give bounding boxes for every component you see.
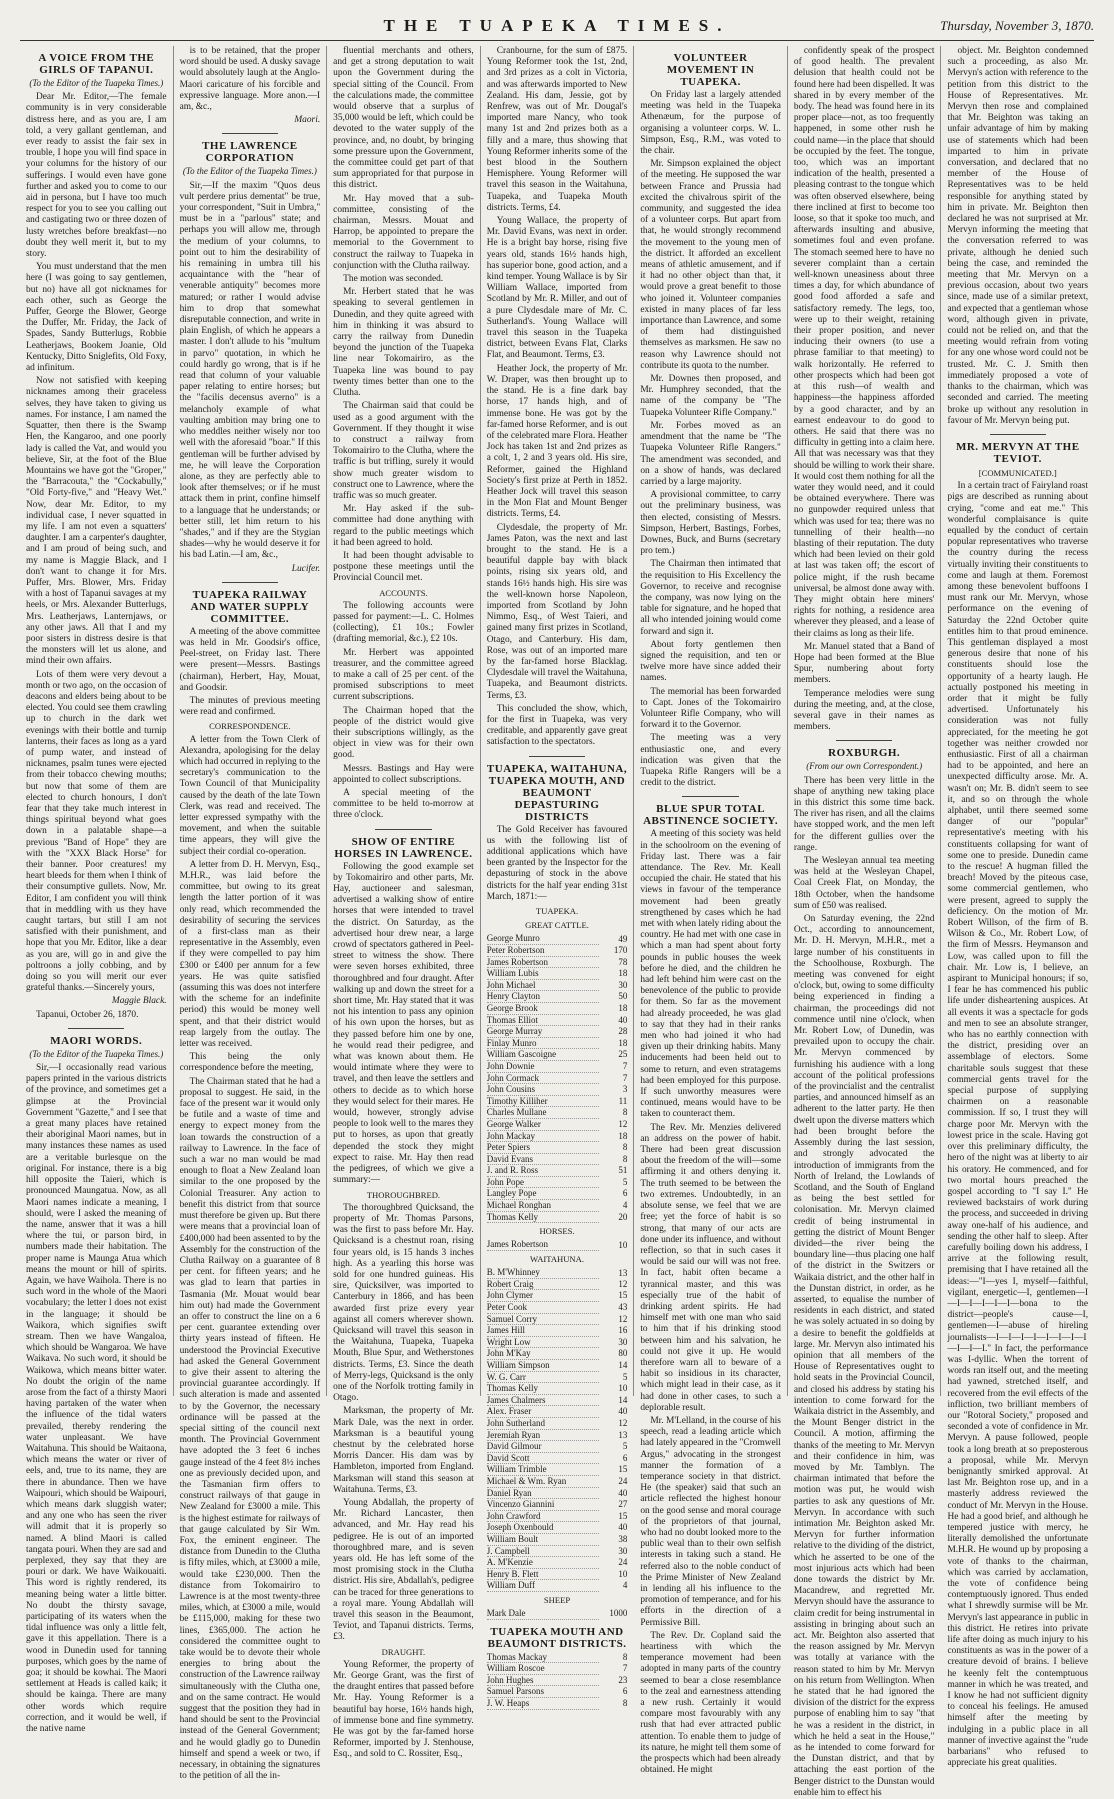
stock-count: 30	[618, 979, 628, 990]
paragraph: Sir,—If the maxim "Quos deus vult perdere prius dementat" be true, your correspondent, "Suit in Umbra," must be in a "parlous" state; and perhaps you will allow me, through the medium of your columns, to point out to him the desirability of his remaining in umbra till his acquaintance with the "hear of venerable antiquity" becomes more matured; or rather I would advise him to drop that somewhat disreputable connection, and write in plain English, of which he appears a master. I don't allude to his "multum in parvo" quotation, in which he could hardly go wrong, that is if he read that column of your valuable paper relating to entire horses; but the "facilis decensus averno" is a melancholy example of what vaulting ambition may bring one to who meddles neither wisely nor too well with the aforesaid "boar." If this gentleman will be further advised by me, he will leave the Corporation alone, as they are perfectly able to look after themselves; or if he must attack them in print, confine himself to a language that he understands; or better still, let him return to his "shades," and if they are the Stygian shades—why he would deserve it for his bad Latin.—I am, &c.,	[179, 180, 321, 561]
table-row	[487, 956, 628, 968]
article-heading: MAORI WORDS.	[50, 1034, 143, 1047]
owner-name: J. and R. Ross	[487, 1165, 600, 1177]
paragraph: Temperance melodies were sung during the meeting, and, at the close, several gave in their names as members.	[793, 688, 935, 733]
subheading: HORSES.	[539, 1226, 575, 1237]
owner-name: David Evans	[487, 1153, 600, 1165]
owner-name: Samuel Parsons	[487, 1686, 600, 1698]
table-row	[487, 1290, 628, 1302]
owner-name: Finlay Munro	[487, 1037, 600, 1049]
owner-name: Wright Low	[487, 1336, 600, 1348]
divider	[222, 133, 278, 134]
sheep-table	[487, 1608, 628, 1620]
owner-name: Michael & Wm. Ryan	[487, 1475, 600, 1487]
paragraph: The thoroughbred Quicksand, the property of Mr. Thomas Parsons, was the first to pass before Mr. Hay. Quicksand is a chestnut roan, rising four years old, is 15 hands 3 inches high. As a yearling this horse was sold for one hundred guineas. His sire, Quicksilver, was imported to Canterbury in 1866, and has been awarded first prize every year against all comers wherever shown. Quicksand will travel this season in the Waitahuna, Tuapeka, Tuapeka Mouth, Blue Spur, and Wetherstones districts. Terms, £3. Since the death of Merry-legs, Quicksand is the only one of the Norfolk trotting family in Otago.	[333, 1202, 474, 1404]
owner-name: William Boult	[487, 1533, 600, 1545]
article-heading: VOLUNTEER MOVEMENT IN TUAPEKA.	[666, 52, 755, 88]
mouth-table	[487, 1652, 628, 1710]
stock-count: 10	[618, 1239, 628, 1250]
paragraph: Mr. Herbert stated that he was speaking to several gentlemen in Dunedin, and they quite agreed with him in thinking it was absurd to carry the railway from Dunedin beyond the junction of the Tuapeka line near Tokomairiro, as the Tuapeka line was bound to pay twenty times better than one to the Clutha.	[333, 287, 474, 399]
stock-count: 40	[618, 1014, 628, 1025]
owner-name: Peter Cook	[487, 1302, 600, 1314]
paragraph: The Gold Receiver has favoured us with the following list of additional applications which have been granted by the Inspector for the depasturing of stock in the above districts for the half year ending 31st March, 1871:—	[486, 824, 628, 902]
table-row	[487, 1406, 628, 1418]
paragraph: Dear Mr. Editor,—The female community is in very considerable distress here, and as you are, I am told, a very gallant gentleman, and ever ready to assist the fair sex in trouble, I hope you will find space in your columns for the history of our sufferings. I would even have gone further and asked you to come to our aid in persona, but I have too much respect for you to see you calling out and castigating two or three dozen of lusty wretches before breakfast—no doubt they well merit it, but to my story.	[26, 92, 167, 260]
owner-name: J. W. Heaps	[487, 1698, 600, 1710]
stock-count: 6	[622, 1188, 628, 1199]
stock-count: 24	[618, 1557, 628, 1568]
stock-count: 16	[618, 1325, 628, 1336]
paragraph: The memorial has been forwarded to Capt. Jones of the Tokomairiro Volunteer Rifle Company, who will forward it to the Governor.	[640, 686, 781, 731]
paragraph: It had been thought advisable to postpone these meetings until the Provincial Council met.	[333, 550, 474, 584]
table-row	[487, 1348, 628, 1360]
table-row	[487, 1686, 628, 1698]
owner-name: Thomas Kelly	[487, 1211, 600, 1223]
stock-count: 14	[618, 1360, 628, 1371]
column-5	[633, 46, 787, 1776]
page-columns	[20, 46, 1094, 1798]
owner-name: John Crawford	[487, 1510, 600, 1522]
table-row	[487, 1095, 628, 1107]
paragraph: The Rev. Dr. Copland said the heartiness with which the temperance movement had been adopted in many parts of the country seemed to bear a close resemblance to the zeal and earnestness attending a new rush. Certainly it would compare most favourably with any rush that had ever attracted public attention. To enable them to judge of its nature, he might tell them some of the prospects which had been already obtained. He might	[640, 1630, 781, 1776]
stock-count: 18	[618, 1002, 628, 1013]
owner-name: Langley Pope	[487, 1188, 600, 1200]
horses-table	[487, 1239, 628, 1251]
to-editor-line: (To the Editor of the Tuapeka Times.)	[182, 166, 317, 177]
owner-name: Thomas Elliot	[487, 1014, 600, 1026]
to-editor-line: (To the Editor of the Tuapeka Times.)	[29, 78, 164, 88]
owner-name: William Roscoe	[487, 1663, 600, 1675]
owner-name: William Lubis	[487, 968, 600, 980]
owner-name: George Murray	[487, 1026, 600, 1038]
divider	[222, 582, 278, 583]
paragraph: Young Abdallah, the property of Mr. Richard Lancaster, then advanced, and Mr. Hay read his pedigree. He is out of an imported thoroughbred mare, and is seven years old. He has left some of the most promising stock in the Clutha district. His sire, Abdallah's, pedigree can be traced for three generations to a royal mare. Young Abdallah will travel this season in the Beaumont, Teviot, and Tapanui districts. Terms, £3.	[333, 1497, 474, 1643]
table-row	[487, 1557, 628, 1569]
table-row	[487, 1211, 628, 1223]
owner-name: A. M'Kenzie	[487, 1557, 600, 1569]
stock-count: 4	[622, 1200, 628, 1211]
subheading: TUAPEKA.	[535, 906, 579, 917]
newspaper-title: THE TUAPEKA TIMES.	[383, 16, 731, 35]
divider	[682, 796, 738, 797]
stock-count: 13	[618, 1267, 628, 1278]
column-4	[480, 46, 634, 1709]
paragraph: The meeting was a very enthusiastic one, and every indication was given that the Tuapeka Rifle Rangers will be a credit to the district.	[640, 733, 781, 789]
stock-count: 5	[622, 1441, 628, 1452]
table-row	[487, 1417, 628, 1429]
stock-count: 18	[618, 968, 628, 979]
stock-count: 18	[618, 1130, 628, 1141]
table-row	[487, 1652, 628, 1663]
stock-count: 5	[622, 1371, 628, 1382]
table-row	[487, 1360, 628, 1372]
stock-count: 8	[622, 1153, 628, 1164]
paragraph: The following accounts were passed for payment:—L. C. Holmes (collecting), £1 10s.; Fowler (drafting memorial, &c.), £2 10s.	[333, 600, 474, 645]
subheading: DRAUGHT.	[381, 1646, 426, 1657]
owner-name: John Clymer	[487, 1290, 600, 1302]
table-row	[487, 1200, 628, 1212]
paragraph: The Wesleyan annual tea meeting was held at the Wesleyan Chapel, Coal Creek Flat, on Monday, the 18th October, when the handsome sum of £50 was realised.	[793, 856, 935, 911]
owner-name: Henry B. Flett	[487, 1568, 600, 1580]
table-row	[487, 1313, 628, 1325]
stock-count: 15	[618, 1290, 628, 1301]
owner-name: W. G. Carr	[487, 1371, 600, 1383]
paragraph: On Saturday evening, the 22nd Oct., according to announcement, Mr. D. H. Mervyn, M.H.R., met a large number of his constituents in the Schoolhouse, Roxburgh. The meeting was convened for eight o'clock, but, owing to some difficulty being experienced in finding a chairman, the proceedings did not commence until nine o'clock, when Mr. Robert Low, of Dunedin, was prevailed upon to occupy the chair. Mr. Mervyn commenced by furnishing his audience with a long account of the political professions of the provincialist and the centralist parties, and announced himself as an adherent to the latter party. He then dwelt upon the diverse matters which had been brought before the Assembly during the last session, and strongly advocated the introduction of immigrants from the North of Ireland, the Lowlands of Scotland, and the South of England as being the best settled for colonisation. Mr. Mervyn claimed credit of being instrumental in getting the district of Mount Benger divided—the river being the boundary line—thus placing one half of the district in the Switzers or Waikaia district, and the other half in the Dunstan district, in order, as he asserted, to equalise the number of residents in each district, and stated he was solely actuated in so doing by a desire to benefit the goldfields at large. Mr. Mervyn also intimated his opinion that all members of the House of Representatives ought to hold seats in the Provincial Council, and closed his address by stating his intention to come forward for the Waikaia district in the Assembly, and the Mount Benger district in the Council. A motion, affirming the thanks of the meeting to Mr. Mervyn and their confidence in him, was moved by Mr. Tamblyn. The chairman intimated that before the motion was put, he would wish parties to ask any questions of Mr. Mervyn. In accordance with such intimation Mr. Beighton asked Mr. Mervyn for further information relative to the dividing of the district, which he asserted to be one of the most injurious acts which had been done towards the district by Mr. Macandrew, and regretted Mr. Mervyn should have the assurance to claim credit for being instrumental in assisting in bringing about such an act. Mr. Beighton also asserted that the reason assigned by Mr. Mervyn was totally at variance with the reason stated to him by Mr. Mervyn on his return from Wellington. When he stated that he had ignored the division of the district for the express purpose of enabling him to say "that he was a resident in the district, in which he held a seat in the House," as he intended to come forward for the Dunstan district, and that by attaching the east portion of the Benger district to the Dunstan would enable him to effect his	[793, 914, 935, 1798]
paragraph: confidently speak of the prospect of good health. The prevalent delusion that health could not be found here had been dispelled. It was shared in by every member of the body. The head was found here in its proper place—not, as too frequently happened, in some other rush he could name—in the place that should be occupied by the feet. The tongue, too, which was an important indication of the health, presented a pleasing contrast to the tongue which was often observed elsewhere, being there inclined at first to become too loose, so that it spoke too much, and afterwards insulting and abusive, sometimes foul and even profane. The stomach seemed here to have no severer complaint than a certain well-known uneasiness about three times a day, for which abundance of good food afforded a safe and satisfactory remedy. The legs, too, were up to their weight, retaining their proper position, and never inducing their owners (to use a phrase familiar to that meeting) to walk horizontally. He referred to other prospects which had been got at this rush—of wealth and happiness—the happiness afforded by a good character, and by an earnest endeavour to do good to others. He said that there was no difficulty in getting into a claim here. All that was necessary was that they should be willing to work their share. It would cost them nothing for all the water they would need, and it could be obtained everywhere. There was no gunpowder required unless that which was used for tea; there was no tunnelling of their health—no blasting of their reputation. The duty which had been levied on their gold at last was taken off; the escort of police might, if the rush became universal, be almost done away with. They might obtain here miners' rights for nothing, a residence area wherever they pleased, and a lease of their claims as long as their life.	[793, 46, 935, 639]
owner-name: John Sutherland	[487, 1417, 600, 1429]
table-row	[487, 945, 628, 957]
owner-name: Thomas Mackay	[487, 1652, 600, 1663]
owner-name: John Michael	[487, 979, 600, 991]
paragraph: Young Wallace, the property of Mr. David Evans, was next in order. He is a bright bay horse, rising five years old, stands 16½ hands high, has superior bone, good action, and a kind temper. Young Wallace is by Sir William Wallace, imported from Scotland by Mr. R. Miller, and out of a pure Clydesdale mare of Mr. C. Sutherland's. Young Wallace will travel this season in the Tuapeka district, between Evans Flat, Clarks Flat, and Beaumont. Terms, £3.	[486, 216, 628, 361]
table-row	[487, 991, 628, 1003]
paragraph: object. Mr. Beighton condemned such a proceeding, as also Mr. Mervyn's action with reference to the petition from this district to the House of Representatives. Mr. Mervyn then rose and complained that Mr. Beighton was taking an unfair advantage of him by making use of statements which had been imparted to him in private conversation, and declared that no member of the House of Representatives was to be held responsible for anything stated by him in private. Mr. Beighton then declared he was not surprised at Mr. Mervyn informing the meeting that the conversation referred to was private, although he denied such being the case, and reminded the meeting that Mr. Mervyn on a previous occasion, about two years since, made use of a similar pretext, and expected that a gentleman whose word, although given in private, could not be relied on, and that the meeting would refrain from voting for any one whose word could not be trusted. Mr. C. J. Smith then immediately proposed a vote of thanks to the chairman, which was seconded and carried. The meeting broke up without any resolution in favour of Mr. Mervyn being put.	[947, 46, 1089, 426]
divider	[836, 740, 892, 741]
table-row	[487, 1153, 628, 1165]
stock-count: 78	[618, 956, 628, 967]
issue-date: Thursday, November 3, 1870.	[940, 18, 1094, 33]
paragraph: Heather Jock, the property of Mr. W. Draper, was then brought up to the stand. He is a fine dark bay horse, 17 hands high, and of immense bone. He was got by the far-famed horse Reformer, and is out of the celebrated mare Flora. Heather Jock has taken 1st and 2nd prizes as a colt, 1, 2 and 3 years old. His sire, Reformer, gained the Highland Society's first prize at Perth in 1852. Heather Jock will travel this season in the Mon Flat and Mount Benger districts. Terms, £4.	[486, 363, 628, 520]
paragraph: Mr. Hay moved that a sub-committee, consisting of the chairman, Messrs. Mouat and Harrop, be appointed to prepare the memorial to the Government to construct the railway to Tuapeka in conjunction with the Clutha railway.	[333, 193, 474, 271]
table-row	[487, 1267, 628, 1278]
subheading: ACCOUNTS.	[379, 587, 428, 598]
paragraph: A letter from D. H. Mervyn, Esq., M.H.R., was laid before the committee, but owing to its great length the latter portion of it was only read, which recommended the desirability of securing the services of a first-class man as their representative in the Assembly, even if they were compelled to pay him £300 or £400 per annum for a few years. He was quite satisfied (assuming this was does not interfere with the scheme for an indefinite period) this would be money well spent, and that their district would reap largely from the outlay. The letter was received.	[179, 859, 321, 1050]
table-row	[487, 1464, 628, 1476]
stock-count: 27	[618, 1499, 628, 1510]
stock-count: 18	[618, 1037, 628, 1048]
owner-name: David Gilmour	[487, 1441, 600, 1453]
divider	[990, 434, 1046, 435]
stock-count: 5	[622, 1176, 628, 1187]
owner-name: George Walker	[487, 1118, 600, 1130]
stock-count: 38	[618, 1533, 628, 1544]
owner-name: William Gascoigne	[487, 1049, 600, 1061]
stock-count: 14	[618, 1394, 628, 1405]
paragraph: Clydesdale, the property of Mr. James Paton, was the next and last brought to the stand. He is a beautiful dapple bay with black points, rising six years old, and stands 16½ hands high. His sire was the well-known horse Napoleon, imported from Scotland by John Nimmo, Esq., of West Taieri, and gained many first prizes in Scotland, Otago, and Canterbury. His dam, Rose, was out of an imported mare by the far-famed horse Blacklag. Clydesdale will travel the Waitahuna, Tuapeka, and Beaumont districts. Terms, £3.	[486, 522, 628, 701]
owner-name: B. M'Whinney	[487, 1267, 600, 1278]
table-row	[487, 1325, 628, 1337]
stock-count: 25	[618, 1049, 628, 1060]
table-row	[487, 1533, 628, 1545]
column-1	[20, 46, 173, 1735]
paragraph: Now not satisfied with keeping nicknames among their graceless selves, they have taken to giving us names. For instance, I am named the Squatter, then there is the Swamp Hen, the Kangaroo, and one poorly lady is called the Vat, and would you believe, Sir, at the foot of the Blue Mountains we have got the "Groper," the "Barracouta," the "Cockabully," "Old Forty-five," and "Heavy Wet." Now, dear Mr. Editor, to my individual case, I never squatted in my life. I am not even a squatters' daughter. I am a carpenter's daughter, and I am proud of being such, and my name is Maggie Black, and I don't want to change it for Mrs. Puffer, Mrs. Blower, Mrs. Friday with a host of Tapanui savages at my heels, or Mrs. Alexander Butterlugs, Mrs. Leatherjaws, Lanternjaws, or any other jaws. All that I and my poor sisters in distress desire is that the monsters will let us alone, and mind their own affairs.	[26, 376, 167, 667]
owner-name: John Cormack	[487, 1072, 600, 1084]
column-2	[173, 46, 327, 1782]
divider	[529, 756, 585, 757]
paragraph: The Chairman stated that he had a proposal to suggest. He said, in the face of the present war it would only be futile and a waste of time and energy to expect money from the loan towards the construction of a railway to Lawrence. In the face of such a war no man would be mad enough to float a New Zealand loan similar to the one proposed by the Colonial Treasurer. Any action to benefit this district from that source must therefore be given up. But there were means that a provincial loan of £400,000 had been assented to by the Assembly for the construction of the Clutha Railway on a guarantee of 8 per cent. for fifteen years; and he was glad to learn that parties in Tasmania (Mr. Mouat would bear him out) had made the Government an offer to construct the line on a 6 per cent. guarantee extending over thirty years instead of fifteen. He understood the Provincial Executive had asked the General Government to give their assent to altering the provincial guarantee accordingly. If such alteration is made and assented to by the Governor, the necessary ordinance will be passed at the special sitting of the council next month. The Provincial Government have adopted the 3 feet 6 inches gauge instead of the 4 feet 8½ inches one as previously decided upon, and the Tasmanian firm offers to construct railways of that gauge in New Zealand for £3000 a mile. This is the highest estimate for railways of that gauge calculated by Sir Wm. Fox, the eminent engineer. The distance from Dunedin to the Clutha is fifty miles, which, at £3000 a mile, would take £230,000. Then the distance from Tokomairiro to Lawrence is at the most twenty-three miles, which, at £3000 a mile, would be £115,000, making for these two lines, £365,000. The action he considered the committee ought to take would be to devote their whole energies to bring about the construction of the Lawrence railway simultaneously with the Clutha one, and on the same contract. He would suggest that the position they had in hand should be sent to the Provincial instead of the General Government; and he would gladly go to Dunedin himself and spend a week or two, if necessary, in obtaining the signatures to the petition of all the in-	[179, 1076, 321, 1782]
to-editor-line: (To the Editor of the Tuapeka Times.)	[29, 1048, 164, 1059]
table-row	[487, 1487, 628, 1499]
table-row	[487, 1663, 628, 1675]
paragraph: A special meeting of the committee to be held to-morrow at three o'clock.	[333, 788, 474, 821]
article-heading: ROXBURGH.	[828, 747, 901, 760]
subheading: WAITAHUNA.	[530, 1254, 584, 1265]
stock-count: 12	[618, 1417, 628, 1428]
paragraph: Mr. Downes then proposed, and Mr. Humphrey seconded, that the name of the company be "The Tuapeka Volunteer Rifle Company."	[640, 374, 781, 418]
stock-count: 12	[618, 1278, 628, 1289]
subheading: SHEEP	[543, 1594, 571, 1605]
stock-count: 6	[622, 1686, 628, 1697]
stock-count: 11	[618, 1095, 628, 1106]
stock-count: 8	[622, 1142, 628, 1153]
stock-count: 30	[618, 1545, 628, 1556]
stock-count: 8	[622, 1107, 628, 1118]
stock-count: 6	[622, 1452, 628, 1463]
subheading: [COMMUNICATED.]	[978, 467, 1057, 478]
paragraph: The Rev. Mr. Menzies delivered an address on the power of habit. There had been great discussion about the freedom of the will—some affirming it and others denying it. The truth seemed to be between the two extremes. Undoubtedly, in an absolute sense, we feel that we are free; yet the force of habit is so strong, that many of our acts are done under its influence, and without reflection, so that in such cases it would be said our will was not free. In fact, habit often became a tyrannical master, and this was especially true of the habit of drinking ardent spirits. He had himself met with one man who said to him that if his drinking stood between him and his salvation, he could not give it up. He would therefore warn all to beware of a habit so insidious in its character, which might lead in their case, as it had done in other cases, to such a deplorable result.	[640, 1122, 781, 1413]
masthead	[20, 14, 1094, 41]
table-row	[487, 1674, 628, 1686]
divider	[375, 829, 431, 830]
paragraph: Mr. Simpson explained the object of the meeting. He supposed the war between France and Prussia had excited the chivalrous spirit of the community, and suggested the idea of a volunteer corps. But apart from that, he would strongly recommend the movement to the young men of the district. It afforded an excellent means of athletic amusement, and if it had no other object than that, it would prove a great benefit to those who joined it. Volunteer companies existed in many places of far less importance than Lawrence, and some of them had distinguished themselves as marksmen. He saw no reason why Lawrence should not contribute its quota to the number.	[640, 159, 781, 371]
correspondent-line: (From our own Correspondent.)	[806, 761, 923, 772]
stock-count: 3	[622, 1084, 628, 1095]
stock-count: 28	[618, 1026, 628, 1037]
stock-count: 7	[622, 1060, 628, 1071]
owner-name: James Robertson	[487, 1239, 600, 1250]
article-heading: THE LAWRENCE CORPORATION	[202, 140, 298, 165]
table-row	[487, 1176, 628, 1188]
table-row	[487, 1002, 628, 1014]
owner-name: George Munro	[487, 933, 600, 944]
table-row	[487, 1452, 628, 1464]
article-heading: TUAPEKA RAILWAY AND WATER SUPPLY COMMITTEE.	[190, 588, 310, 625]
stock-count: 12	[618, 1118, 628, 1129]
paragraph: Marksman, the property of Mr. Mark Dale, was the next in order. Marksman is a beautiful young chestnut by the celebrated horse Morris Dancer. His dam was by Hambleton, imported from England. Marksman will stand this season at Waitahuna. Terms, £3.	[333, 1406, 474, 1495]
paragraph: A letter from the Town Clerk of Alexandra, apologising for the delay which had occurred in replying to the secretary's communication to the Town Council of that Municipality caused by the death of the late Town Clerk, was read and received. The letter expressed sympathy with the movement, and when the suitable time appears, they will give the subject their cordial co-operation.	[179, 734, 321, 857]
stock-count: 40	[618, 1487, 628, 1498]
article-heading: BLUE SPUR TOTAL ABSTINENCE SOCIETY.	[643, 803, 779, 828]
stock-count: 43	[618, 1302, 628, 1313]
article-heading: MR. MERVYN AT THE TEVIOT.	[955, 440, 1080, 465]
owner-name: Peter Spiers	[487, 1142, 600, 1154]
waitahuna-table	[487, 1267, 628, 1592]
owner-name: Robert Craig	[487, 1278, 600, 1290]
stock-count: 1000	[609, 1608, 628, 1619]
stock-count: 80	[618, 1348, 628, 1359]
owner-name: John Hughes	[487, 1674, 600, 1686]
table-row	[487, 1441, 628, 1453]
article-heading: TUAPEKA MOUTH AND BEAUMONT DISTRICTS.	[487, 1625, 627, 1650]
table-row	[487, 1026, 628, 1038]
table-row	[487, 968, 628, 980]
owner-name: David Scott	[487, 1452, 600, 1464]
column-7	[940, 46, 1094, 1769]
table-row	[487, 1510, 628, 1522]
table-row	[487, 1383, 628, 1395]
table-row	[487, 1394, 628, 1406]
paragraph: Young Reformer, the property of Mr. George Grant, was the first of the draught entires that passed before Mr. Hay. Young Reformer is a beautiful bay horse, 16½ hands high, of immense bone and fine symmetry. He was got by the far-famed horse Reformer, imported by J. Stenhouse, Esq., and sold to C. Rossiter, Esq.,	[333, 1659, 474, 1760]
paragraph: Sir,—I occasionally read various papers printed in the various districts of the province, and sometimes get a glimpse at the Provincial Government "Gazette," and I see that a great many places have retained their aboriginal Maori names, but in many instances these names as used are a veritable burlesque on the original. For instance, there is a big hill opposite the Taieri, which is pronounced Maungatua. Now, as all Maori names indicate a meaning, I should, were I asked the meaning of the name, answer that it was a hill where the tui, or parson bird, in numbers made their habitation. The proper name is Maunga Atua which means the mount or hill of spirits. Again, we have Waihola. There is no such word in the whole of the Maori vocabulary; the letter l does not exist in the language; it should be Waikora, which signifies swift stream. Then we have Wangaloa, which should be Wangaroa. We have Waikava. No such word, it should be Waikowa, which means bitter water. No doubt the origin of the name arose from the fact of a thirsty Maori having partaken of the water when the influence of the tidal waters prevailed, thereby rendering the water unpleasant. We have Waitahuna. This should be Waitaona, which means the water or river of eels, and, true to its name, they are there in abundance. Then we have Waipouri, which should be Waipouri, which means dark sluggish water; and any one who has seen the river will admit that it is properly so named. A blind Maori is called tangata pouri. When they are sad and perplexed, they say that they are pouri or dark. We have Waikouaiti. This word is rightly rendered, its meaning being water a little bitter. No doubt the thirsty savage, participating of its waters when the tidal influence was only a little felt, gave it this appellation. There is a wood in Dunedin used for tanning purposes, which goes by the name of goa; it should be kowhai. The Maori settlement at Heads is called kaik; it should be kainga. There are many other words which require correction, and it would be well, if the native name	[26, 1063, 167, 1735]
stock-count: 49	[618, 933, 628, 944]
table-row	[487, 1049, 628, 1061]
stock-count: 10	[618, 1568, 628, 1579]
stock-count: 8	[622, 1698, 628, 1709]
owner-name: Mark Dale	[487, 1608, 600, 1619]
subheading: GREAT CATTLE.	[525, 920, 589, 931]
stock-count: 50	[618, 991, 628, 1002]
table-row	[487, 1278, 628, 1290]
stock-count: 15	[618, 1510, 628, 1521]
stock-count: 15	[618, 1464, 628, 1475]
table-row	[487, 1037, 628, 1049]
table-row	[487, 979, 628, 991]
stock-count: 23	[618, 1674, 628, 1685]
owner-name: John M'Kay	[487, 1348, 600, 1360]
table-row	[487, 1014, 628, 1026]
paragraph: Lots of them were very devout a month or two ago, on the occasion of deacons and elders being about to be elected. You could see them crawling up to church in the dark wet evenings with their bottle and turnip lanterns, their faces as long as a yard of pump water, and instead of nicknames, psalm tunes were ejected from their tobacco chewing mouths; but now that some of them are elected to church honours, I don't fear that they take much interest in things spiritual beyond what goes down in a palatable shape—a previous "Band of Hope" they are with the "XXX Black Horse" for their banner. Poor creatures! my heart bleeds for them when I think of their consumptive gullets. Now, Mr. Editor, I am confident you will think that in meddling with us they have caught tartars, but still I am not satisfied with their punishment, and hope that you Mr. Editor, like a dear as you are, will go in and give the poltroons a jolly cobbing, and by doing so you will merit our ever grateful thanks.—Sincerely yours,	[26, 669, 167, 994]
table-row	[487, 1118, 628, 1130]
signature: Lucifer.	[291, 563, 321, 574]
paragraph: About forty gentlemen then signed the requisition, and ten or twelve more have since added their names.	[640, 639, 781, 684]
table-row	[487, 1522, 628, 1534]
table-row	[487, 1188, 628, 1200]
table-row	[487, 1165, 628, 1177]
stock-count: 51	[618, 1165, 628, 1176]
table-row	[487, 1371, 628, 1383]
table-row	[487, 1239, 628, 1250]
column-3	[326, 46, 480, 1760]
paragraph: A meeting of this society was held in the schoolroom on the evening of Friday last. There was a fair attendance. The Rev. Mr. Keall occupied the chair. He stated that his views in favour of the temperance movement had been greatly strengthened by cases which he had met with when lately riding about the country. He had met with one case in which a man had spent about forty pounds in public houses the week before he died, and the children he had left behind him were cast on the benevolence of the public to provide for them. So far as the movement had already proceeded, he was glad to say that they had in their ranks men who had joined it who had given up their drinking habits. Many inducements had been held out to some to return, and even stratagems had been employed for this purpose. If such unworthy measures were continued, means would have to be taken to counteract them.	[640, 829, 781, 1120]
owner-name: John Pope	[487, 1176, 600, 1188]
cattle-table	[487, 933, 628, 1223]
paragraph: Mr. M'Lelland, in the course of his speech, read a leading article which had lately appeared in the "Cromwell Argus," advocating in the strongest manner the formation of a temperance society in that district. He (the speaker) said that such an article reflected the highest honour on the good sense and moral courage of the proprietors of that journal, who had no doubt looked more to the public weal than to their own selfish interests in taking such a stand. He referred also to the noble conduct of the Prime Minister of New Zealand in lending all his influence to the promotion of temperance, and for his efforts in the direction of a Permissive Bill.	[640, 1415, 781, 1628]
owner-name: Samuel Corry	[487, 1313, 600, 1325]
table-row	[487, 1545, 628, 1557]
table-row	[487, 1499, 628, 1511]
paragraph: Following the good example set by Tokomairiro and other parts, Mr. Hay, auctioneer and salesman, advertised a walking show of entire horses that were intended to travel the district. On Saturday, as the advertised hour drew near, a large crowd of spectators gathered in Peel-street to witness the show. There were seven horses exhibited, three thoroughbred and four draught. After walking up and down the street for a short time, Mr. Hay stated that it was not his intention to pass any opinion of his own upon the horses, but as they passed before him one by one, he would read their pedigree, and what was known about them. He would intimate where they were to travel, and then leave the settlers and others to decide as to which horse they would select for their mares. He would, however, strongly advise people to look well to the mares they put to horses, as upon that greatly depended the stock they might expect to raise. Mr. Hay then read the pedigrees, of which we give a summary:—	[333, 861, 474, 1186]
stock-count: 30	[618, 1336, 628, 1347]
table-row	[487, 1568, 628, 1580]
paragraph: Mr. Manuel stated that a Band of Hope had been formed at the Blue Spur, numbering about forty members.	[793, 641, 935, 686]
owner-name: Alex. Fraser	[487, 1406, 600, 1418]
stock-count: 20	[618, 1211, 628, 1222]
article-heading: A VOICE FROM THE GIRLS OF TAPANUI.	[38, 52, 155, 76]
stock-count: 7	[622, 1663, 628, 1674]
article-heading: TUAPEKA, WAITAHUNA, TUAPEKA MOUTH, AND BEAUMONT DEPASTURING DISTRICTS	[486, 762, 628, 823]
table-row	[487, 1302, 628, 1314]
paragraph: The motion was seconded.	[343, 274, 444, 285]
stock-count: 40	[618, 1522, 628, 1533]
stock-count: 24	[618, 1475, 628, 1486]
paragraph: This concluded the show, which, for the first in Tuapeka, was very creditable, and apparently gave great satisfaction to the spectators.	[486, 703, 628, 748]
owner-name: William Duff	[487, 1580, 600, 1592]
paragraph: Messrs. Bastings and Hay were appointed to collect subscriptions.	[333, 763, 474, 785]
owner-name: George Brook	[487, 1002, 600, 1014]
table-row	[487, 1107, 628, 1119]
owner-name: Daniel Ryan	[487, 1487, 600, 1499]
owner-name: Henry Clayton	[487, 991, 600, 1003]
owner-name: William Simpson	[487, 1360, 600, 1372]
owner-name: Joseph Oxenbould	[487, 1522, 600, 1534]
paragraph: Cranbourne, for the sum of £875. Young Reformer took the 1st, 2nd, and 3rd prizes as a colt in Victoria, and was afterwards imported to New Zealand. His dam, Jessie, got by Renfrew, was out of Mr. Dougal's imported mare Nancy, who took many 1st and 2nd prizes both as a filly and a mare, thus showing that Young Reformer inherits some of the best blood in the Southern Hemisphere. Young Reformer will travel this season in the Waitahuna, Tuapeka, and Tuapeka Mouth districts. Terms, £4.	[486, 46, 628, 213]
table-row	[487, 1060, 628, 1072]
stock-count: 8	[622, 1651, 628, 1662]
column-6	[787, 46, 941, 1798]
paragraph: There has been very little in the shape of anything new taking place in this district this some time back. The river has risen, and all the claims have stopped work, and the men left for the different gullies over the range.	[793, 775, 935, 853]
stock-count: 170	[613, 945, 628, 956]
owner-name: James Hill	[487, 1325, 600, 1337]
owner-name: William Trimble	[487, 1464, 600, 1476]
paragraph: Mr. Hay asked if the sub-committee had done anything with regard to the public meetings which it had been agreed to hold.	[333, 504, 474, 548]
owner-name: John Mackay	[487, 1130, 600, 1142]
owner-name: James Robertson	[487, 956, 600, 968]
table-row	[487, 1130, 628, 1142]
table-row	[487, 1429, 628, 1441]
table-row	[487, 1084, 628, 1096]
owner-name: Jeremiah Ryan	[487, 1429, 600, 1441]
paragraph: The Chairman then intimated that the requisition to His Excellency the Governor, to receive and recognise the company, was now lying on the table for signature, and he hoped that all who intended joining would come forward and sign it.	[640, 559, 781, 637]
paragraph: Mr. Herbert was appointed treasurer, and the committee agreed to make a call of 25 per cent. of the promised subscriptions to meet current subscriptions.	[333, 647, 474, 703]
owner-name: Timothy Killiher	[487, 1095, 600, 1107]
stock-count: 10	[618, 1383, 628, 1394]
paragraph: The Chairman said that could be used as a good argument with the Government. If they thought it wise to construct a railway from Tokomairiro to the Clutha, where the traffic is but trifling, surely it would show much greater wisdom to construct one to Lawrence, where the traffic was so much greater.	[333, 401, 474, 501]
stock-count: 13	[618, 1429, 628, 1440]
owner-name: Peter Robertson	[487, 945, 600, 957]
table-row	[487, 1336, 628, 1348]
paragraph: On Friday last a largely attended meeting was held in the Tuapeka Athenæum, for the purpose of organising a volunteer corps. W. L. Simpson, Esq., R.M., was voted to the chair.	[640, 90, 781, 157]
paragraph: The minutes of previous meeting were read and confirmed.	[179, 695, 321, 718]
paragraph: A provisional committee, to carry out the preliminary business, was then elected, consisting of Messrs. Simpson, Herbert, Bastings, Forbes, Downes, Buck, and Burns (secretary pro tem.)	[640, 490, 781, 557]
stock-count: 40	[618, 1406, 628, 1417]
owner-name: Vincenzo Giannini	[487, 1499, 600, 1511]
subheading: THOROUGHBRED.	[366, 1189, 441, 1200]
paragraph: is to be retained, that the proper word should be used. A dusky savage would absolutely laugh at the Anglo-Maori caricature of his forcible and expressive language. More anon.—I am, &c.,	[179, 46, 321, 113]
paragraph: A meeting of the above committee was held in Mr. Goodsir's office, Peel-street, on Friday last. There were present—Messrs. Bastings (chairman), Herbert, Hay, Mouat, and Goodsir.	[179, 626, 321, 693]
owner-name: John Downie	[487, 1060, 600, 1072]
owner-name: Michael Ronghan	[487, 1200, 600, 1212]
paragraph: You must understand that the men here (I was going to say gentlemen, but no) have all got nicknames for each other, such as George the Puffer, George the Blower, George the Duffer, Mr. Friday, the Jack of Spades, Sandy Butterlugs, Robbie Leatherjaws, Bookem Joanie, Old Kentucky, Ditto Sniglefits, Old Foxy, ad infinitum.	[26, 262, 167, 374]
article-heading: SHOW OF ENTIRE HORSES IN LAWRENCE.	[334, 835, 473, 860]
paragraph: In a certain tract of Fairyland roast pigs are described as running about crying, "come and eat me." This wonderful complaisance is quite equalled by the conduct of certain popular representatives who traverse the country during the recess virtually inviting their constituents to come and laugh at them. Foremost among these benevolent buffoons I must rank our Mr. Mervyn, whose performance on the evening of Saturday the 22nd October quite entitles him to that proud eminence. This gentleman displayed a most generous desire that none of his constituents should lose the opportunity of a hearty laugh. He actually postponed his meeting in order that it might be fully advertised. Unfortunately his consideration was not fully appreciated, for the meeting he got together was neither crowded nor enthusiastic. First of all a chairman had to be appointed, and here an unexpected difficulty arose. Mr. A. wasn't on; Mr. B. didn't seem to see it, and so on through the whole alphabet, until there seemed some danger of our "popular" representative's meeting with his constituents collapsing for want of some one to preside. Dunedin came to the rescue! A hugman filled the breach! Moved by the piteous case, some commercial gentlemen, who were present, agreed to supply the deficiency. On the motion of Mr. Robert Willson, of the firm of B. Wilson & Co., Mr. Robert Low, of the firm of Messrs. Heymanson and Low, was called upon to fill the chair. Mr. Low is, I believe, an aspirant to Municipal honours; if so, I fear he has commenced his public life under disheartening auspices. At all events it was a spectacle for gods and men to see an absolute stranger, who has no earthly connection with the district, presiding over an assemblage of electors. Some charitable souls suggest that these commercial gents travel for the special purpose of supplying chairmen on a reasonable commission. If so, I trust they will charge poor Mr. Mervyn with the lowest price in the scale. Having got over this preliminary difficulty, the hero of the night was at liberty to air his oratory. He commenced, and for two mortal hours preached the gospel according to "I say I." He reviewed backstairs of work during the process, and succeeded in driving away one-half of his audience, and sending the other half to sleep. After carefully boiling down his address, I arrive at the following result, premising that I have retained all the ideas:—"I—yes I, myself—faithful, vigilant, energetic—I, gentlemen—I—I—I—I—I—I—bona to the district—people's cause—I, gentlemen—I—abuse of hireling journalists—I—I—I—I—I—I—I—I—I—I—I." In fact, the performance was I-dyllic. When the torrent of words ran itself out, and the meeting had yawned, stretched itself, and recovered from the evil effects of the infliction, two brilliant members of our "Rotoral Society," proposed and seconded a vote of confidence in Mr. Mervyn. A pause followed, people took a long breath at so preposterous a proposal, while Mr. Mervyn benignantly smirked approval. At last Mr. Beighton rose up, and in a masterly address reviewed the conduct of Mr. Mervyn in the House. He had a good brief, and although he tempered justice with mercy, he literally demolished the unfortunate M.H.R. He wound up by proposing a vote of thanks to the chairman, which was carried by acclamation, the vote of confidence being contemptuously ignored. Thus ended what I shrewdly surmise will be Mr. Mervyn's last appearance in public in this district. He retires into private life after doing as much injury to his constituents as was in the power of a creature devoid of brains. I believe he keenly felt the contemptuous manner in which he was treated, and I know he had not sufficient dignity to conceal his feelings. He amused himself after the meeting by indulging in a public place in all manner of invective against the "rude barbarians" who refused to appreciate his great qualities.	[947, 481, 1089, 1769]
table-row	[487, 1072, 628, 1084]
stock-count: 7	[622, 1072, 628, 1083]
table-row	[487, 1142, 628, 1154]
paragraph: The Chairman hoped that the people of the district would give their subscriptions willingly, as the object in view was for their own good.	[333, 705, 474, 761]
subheading: CORRESPONDENCE.	[209, 721, 291, 732]
table-row	[487, 1608, 628, 1619]
stock-count: 4	[622, 1580, 628, 1591]
table-row	[487, 933, 628, 944]
paragraph: This being the only correspondence before the meeting,	[179, 1052, 321, 1074]
owner-name: James Chalmers	[487, 1394, 600, 1406]
table-row	[487, 1580, 628, 1592]
dateline: Tapanui, October 26, 1870.	[36, 1009, 139, 1020]
table-row	[487, 1475, 628, 1487]
owner-name: Charles Mullane	[487, 1107, 600, 1119]
stock-count: 12	[618, 1313, 628, 1324]
owner-name: John Cousins	[487, 1084, 600, 1096]
owner-name: J. Campbell	[487, 1545, 600, 1557]
paragraph: Mr. Forbes moved as an amendment that the name be "The Tuapeka Volunteer Rifle Rangers." The amendment was seconded, and on a show of hands, was declared carried by a large majority.	[640, 420, 781, 487]
signature: Maori.	[294, 115, 321, 126]
divider	[68, 1028, 124, 1029]
table-row	[487, 1698, 628, 1710]
owner-name: Thomas Kelly	[487, 1383, 600, 1395]
paragraph: fluential merchants and others, and get a strong deputation to wait upon the Government during the special sitting of the Council. From the calculations made, the committee would observe that a surplus of 35,000 would be left, which could be devoted to the water supply of the province, and, no doubt, by bringing some pressure upon the Government, the committee could get part of that sum appropriated for that purpose in this district.	[333, 46, 474, 191]
signature: Maggie Black.	[111, 996, 167, 1007]
